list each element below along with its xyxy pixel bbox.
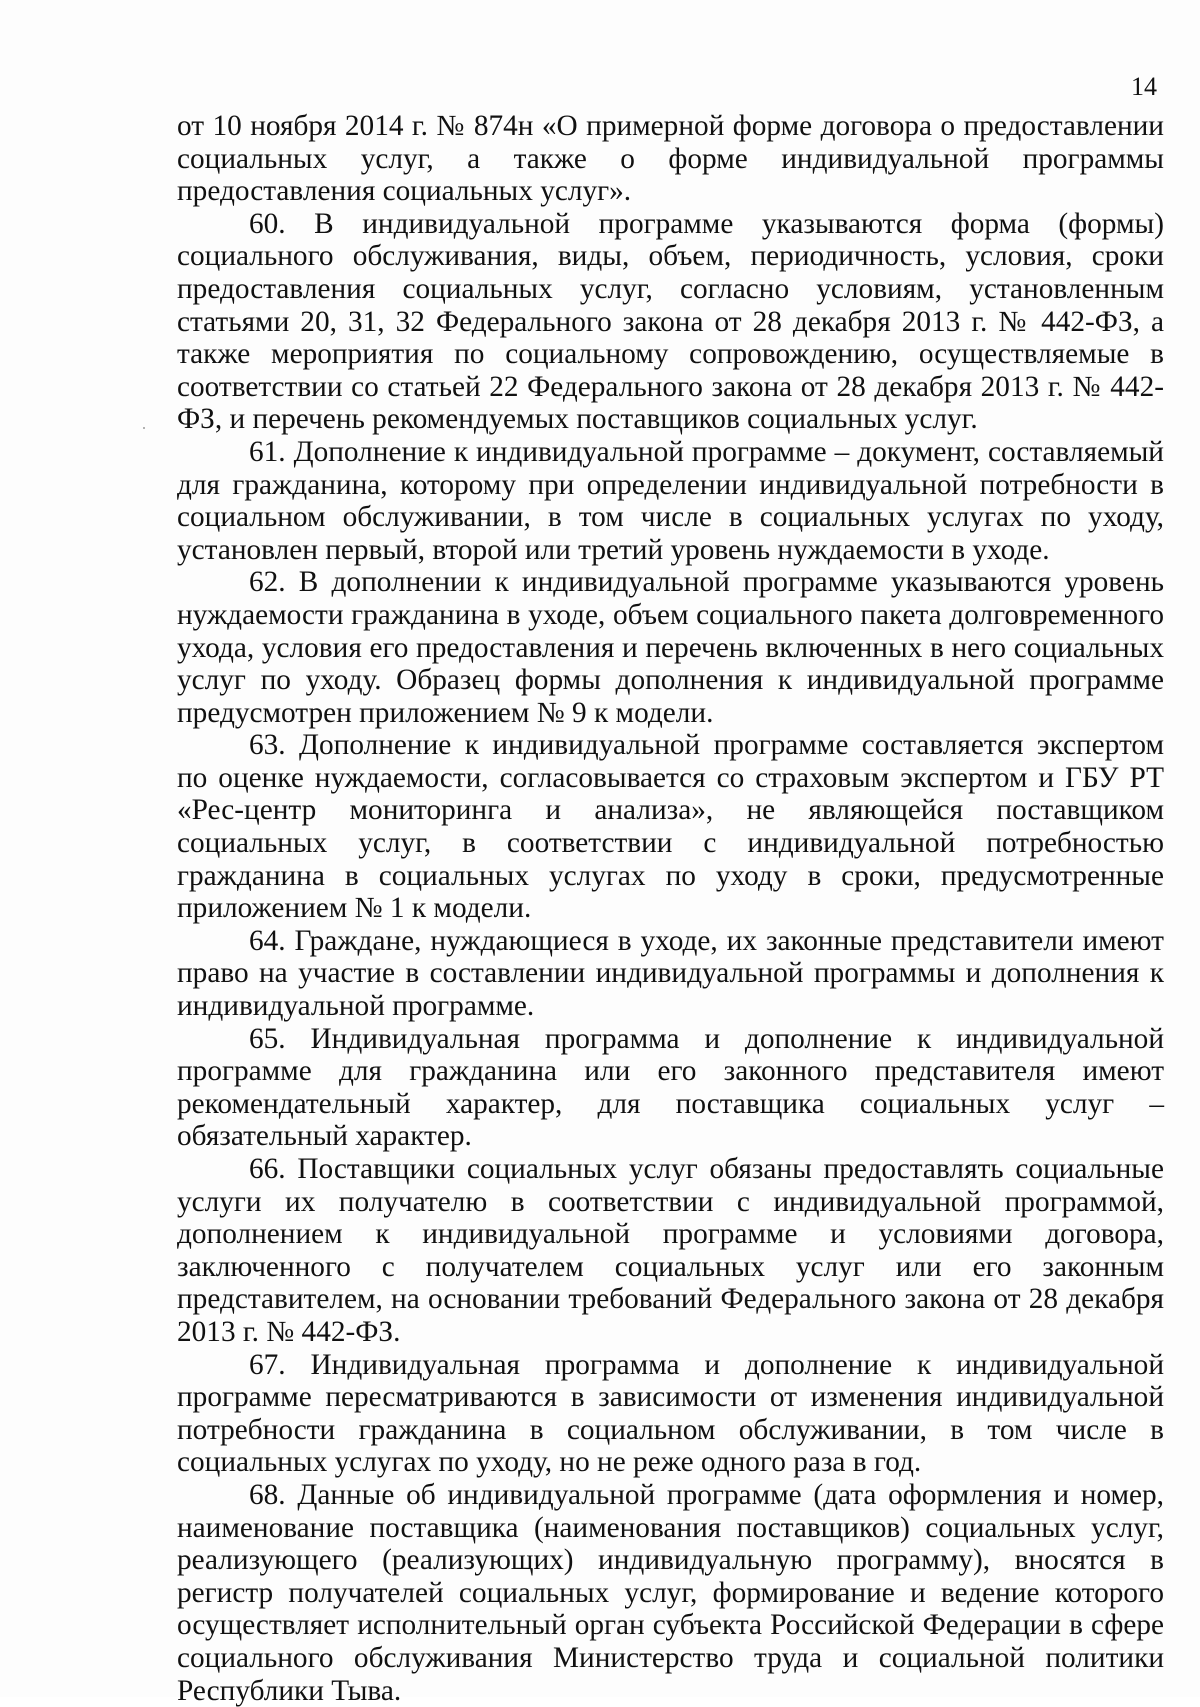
scan-speck (143, 427, 145, 429)
paragraph-68: 68. Данные об индивидуальной программе (дата оформления и номер, наименование поставщика (наименования поставщиков) социальных услуг, реализующего (реализующих) индивидуальную программу), вносятся в регистр получателей социальных услуг, формирование и ведение которого осуществляет исполнительный орган субъекта Российской Федерации в сфере социального обслуживания Министерство труда и социальной политики Республики Тыва. (177, 1478, 1164, 1707)
paragraph-continuation: от 10 ноября 2014 г. № 874н «О примерной форме договора о предоставлении социальных услуг, а также о форме индивидуальной программы предоставления социальных услуг». (177, 110, 1164, 208)
paragraph-61: 61. Дополнение к индивидуальной программе – документ, составляемый для гражданина, которому при определении индивидуальной потребности в социальном обслуживании, в том числе в социальных услугах по уходу, установлен первый, второй или третий уровень нуждаемости в уходе. (177, 435, 1164, 566)
document-body (177, 110, 1164, 1707)
paragraph-60: 60. В индивидуальной программе указываются форма (формы) социального обслуживания, виды, объем, периодичность, условия, сроки предоставления социальных услуг, согласно условиям, установленным статьями 20, 31, 32 Федерального закона от 28 декабря 2013 г. № 442-ФЗ, а также мероприятия по социальному сопровождению, осуществляемые в соответствии со статьей 22 Федерального закона от 28 декабря 2013 г. № 442-ФЗ, и перечень рекомендуемых поставщиков социальных услуг. (177, 207, 1164, 436)
paragraph-67: 67. Индивидуальная программа и дополнение к индивидуальной программе пересматриваются в зависимости от изменения индивидуальной потребности гражданина в социальном обслуживании, в том числе в социальных услугах по уходу, но не реже одного раза в год. (177, 1348, 1164, 1479)
paragraph-63: 63. Дополнение к индивидуальной программе составляется экспертом по оценке нуждаемости, согласовывается со страховым экспертом и ГБУ РТ «Рес-центр мониторинга и анализа», не являющейся поставщиком социальных услуг, в соответствии с индивидуальной потребностью гражданина в социальных услугах по уходу в сроки, предусмотренные приложением № 1 к модели. (177, 729, 1164, 925)
paragraph-65: 65. Индивидуальная программа и дополнение к индивидуальной программе для гражданина или его законного представителя имеют рекомендательный характер, для поставщика социальных услуг – обязательный характер. (177, 1022, 1164, 1153)
paragraph-64: 64. Граждане, нуждающиеся в уходе, их законные представители имеют право на участие в составлении индивидуальной программы и дополнения к индивидуальной программе. (177, 924, 1164, 1023)
paragraph-62: 62. В дополнении к индивидуальной программе указываются уровень нуждаемости гражданина в уходе, объем социального пакета долговременного ухода, условия его предоставления и перечень включенных в него социальных услуг по уходу. Образец формы дополнения к индивидуальной программе предусмотрен приложением № 9 к модели. (177, 566, 1164, 729)
page-number: 14 (1131, 72, 1157, 101)
paragraph-66: 66. Поставщики социальных услуг обязаны предоставлять социальные услуги их получателю в соответствии с индивидуальной программой, дополнением к индивидуальной программе и условиями договора, заключенного с получателем социальных услуг или его законным представителем, на основании требований Федерального закона от 28 декабря 2013 г. № 442-ФЗ. (177, 1153, 1164, 1348)
